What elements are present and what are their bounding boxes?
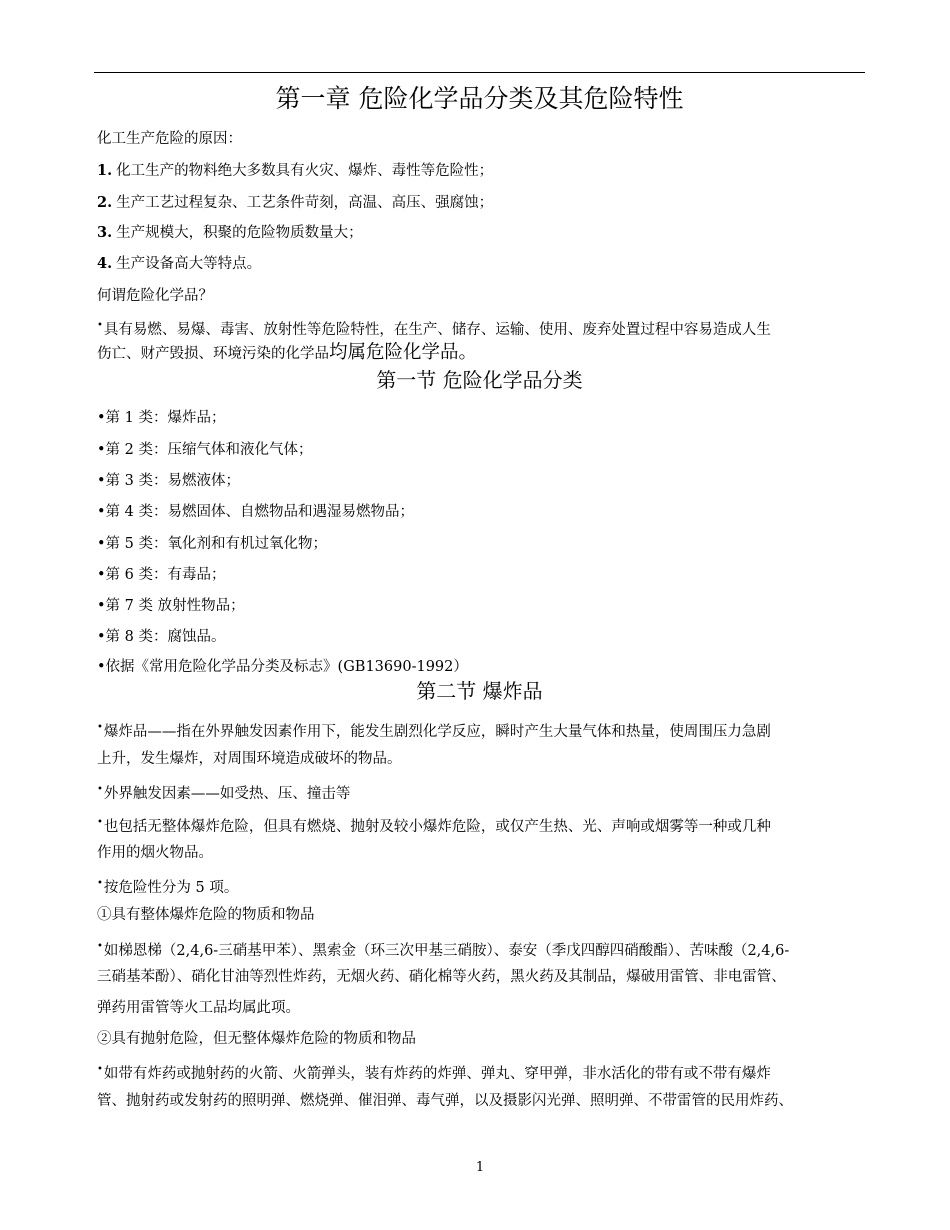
definition-line: 伤亡、财产毁损、环境污染的化学品均属危险化学品。 <box>97 342 478 363</box>
subheading-1: ①具有整体爆炸危险的物质和物品 <box>97 907 315 923</box>
paragraph-line: •如梯恩梯（2,4,6-三硝基甲苯）、黑索金（环三次甲基三硝胺）、泰安（季戊四醇四硝酸酯）、苦味酸（2,4,6- <box>97 937 865 961</box>
standard-reference: •依据《常用危险化学品分类及标志》(GB13690-1992） <box>97 659 468 675</box>
header-rule <box>94 72 865 73</box>
cause-item <box>97 254 865 274</box>
cause-item <box>97 193 865 213</box>
bullet-icon: • <box>97 941 103 952</box>
paragraph-line: •爆炸品——指在外界触发因素作用下，能发生剧烈化学反应，瞬时产生大量气体和热量，使周围压力急剧 <box>97 718 865 742</box>
cause-text: 化工生产的物料绝大多数具有火灾、爆炸、毒性等危险性； <box>116 163 494 179</box>
category-item: •第 5 类：氧化剂和有机过氧化物； <box>97 536 327 552</box>
category-item: •第 8 类：腐蚀品。 <box>97 629 226 645</box>
bullet-icon: • <box>97 320 103 331</box>
section-title-1: 第一节 危险化学品分类 <box>376 368 583 392</box>
paragraph-line: 管、抛射药或发射药的照明弹、燃烧弹、催泪弹、毒气弹，以及摄影闪光弹、照明弹、不带雷管的民用炸药、 <box>97 1093 793 1109</box>
definition-emphasis: 均属危险化学品。 <box>329 342 478 363</box>
category-item: •第 1 类：爆炸品； <box>97 410 226 426</box>
category-item: •第 2 类：压缩气体和液化气体； <box>97 442 313 458</box>
cause-number: 4. <box>97 255 113 272</box>
paragraph-line: 作用的烟火物品。 <box>97 845 213 861</box>
paragraph-line: 弹药用雷管等火工品均属此项。 <box>97 1000 300 1016</box>
bullet-icon: • <box>97 878 103 889</box>
paragraph-line: •如带有炸药或抛射药的火箭、火箭弹头，装有炸药的炸弹、弹丸、穿甲弹，非水活化的带有或不带有爆炸 <box>97 1060 865 1084</box>
page-number: 1 <box>475 1160 485 1175</box>
category-item: •第 3 类：易燃液体； <box>97 473 240 489</box>
cause-item <box>97 223 865 243</box>
paragraph-line: 上升，发生爆炸，对周围环境造成破坏的物品。 <box>97 751 402 767</box>
bullet-icon: • <box>97 817 103 828</box>
category-item: •第 7 类 放射性物品； <box>97 598 245 614</box>
causes-heading: 化工生产危险的原因： <box>97 131 242 147</box>
cause-number: 3. <box>97 224 113 241</box>
category-item: •第 6 类：有毒品； <box>97 567 226 583</box>
paragraph-line: •外界触发因素——如受热、压、撞击等 <box>97 780 865 804</box>
cause-number: 2. <box>97 194 113 211</box>
category-item: •第 4 类：易燃固体、自燃物品和遇湿易燃物品； <box>97 504 414 520</box>
section-title-2: 第二节 爆炸品 <box>416 679 543 703</box>
paragraph-line: 三硝基苯酚）、硝化甘油等烈性炸药，无烟火药、硝化棉等火药，黑火药及其制品，爆破用雷管、非电雷管、 <box>97 969 786 985</box>
cause-text: 生产设备高大等特点。 <box>116 256 262 272</box>
cause-item <box>97 161 865 181</box>
cause-text: 生产工艺过程复杂、工艺条件苛刻，高温、高压、强腐蚀； <box>116 195 494 211</box>
definition-question: 何谓危险化学品？ <box>97 288 213 304</box>
definition-line: •具有易燃、易爆、毒害、放射性等危险特性，在生产、储存、运输、使用、废弃处置过程中容易造成人生 <box>97 316 865 340</box>
paragraph-line: •也包括无整体爆炸危险，但具有燃烧、抛射及较小爆炸危险，或仅产生热、光、声响或烟雾等一种或几种 <box>97 813 865 837</box>
bullet-icon: • <box>97 1064 103 1075</box>
chapter-title: 第一章 危险化学品分类及其危险特性 <box>275 84 684 113</box>
bullet-icon: • <box>97 722 103 733</box>
subheading-2: ②具有抛射危险，但无整体爆炸危险的物质和物品 <box>97 1031 416 1047</box>
cause-number: 1. <box>97 162 113 179</box>
cause-text: 生产规模大，积聚的危险物质数量大； <box>116 225 363 241</box>
paragraph-line: •按危险性分为 5 项。 <box>97 874 865 898</box>
bullet-icon: • <box>97 784 103 795</box>
